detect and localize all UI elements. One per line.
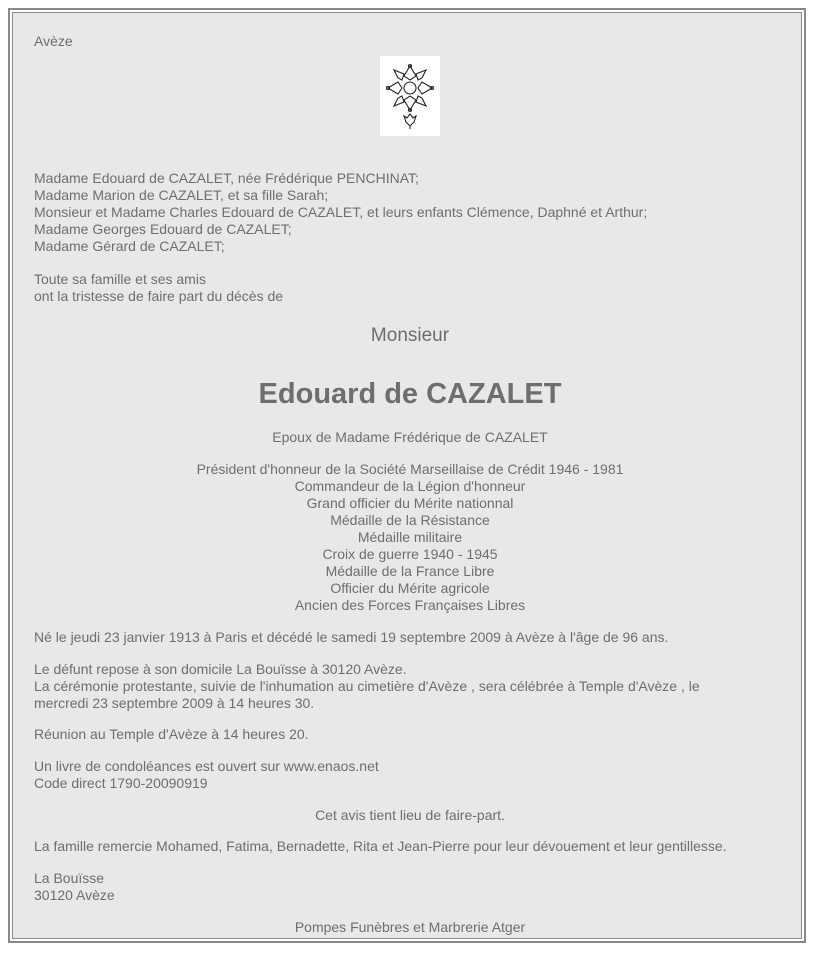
honour-item: Ancien des Forces Françaises Libres: [294, 597, 526, 613]
honour-item: Officier du Mérite agricole: [330, 580, 490, 596]
title-monsieur: Monsieur: [370, 325, 450, 346]
meeting-line: [34, 726, 309, 743]
honour-item: Commandeur de la Légion d'honneur: [294, 478, 526, 494]
honour-item: Grand officier du Mérite nationnal: [306, 495, 514, 511]
honour-item: Croix de guerre 1940 - 1945: [322, 546, 498, 562]
location-header: [34, 33, 73, 50]
address-line: 30120 Avèze: [34, 887, 115, 903]
ceremony-line: La cérémonie protestante, suivie de l'inhumation au cimetière d'Avèze , sera célébrée à Temple d'Avèze , le: [34, 678, 700, 694]
funeral-home: Pompes Funèbres et Marbrerie Atger: [294, 919, 526, 935]
meeting-text: Réunion au Temple d'Avèze à 14 heures 20.: [34, 726, 309, 742]
announcement-line: ont la tristesse de faire part du décès de: [34, 288, 284, 304]
condolences-line: Un livre de condoléances est ouvert sur www.enaos.net: [34, 758, 379, 774]
announcement: [34, 271, 283, 305]
notice-line: Cet avis tient lieu de faire-part.: [315, 807, 505, 823]
spouse-line: Epoux de Madame Frédérique de CAZALET: [272, 429, 548, 445]
honour-item: Président d'honneur de la Société Marseillaise de Crédit 1946 - 1981: [196, 461, 624, 477]
honour-item: Médaille militaire: [357, 529, 463, 545]
location-text: Avèze: [34, 33, 73, 49]
ceremony-line: Le défunt repose à son domicile La Bouïsse à 30120 Avèze.: [34, 661, 407, 677]
thanks-text: La famille remercie Mohamed, Fatima, Bernadette, Rita et Jean-Pierre pour leur dévouement et leur gentillesse.: [34, 838, 727, 854]
honour-item: Médaille de la Résistance: [330, 512, 490, 528]
ceremony-line: mercredi 23 septembre 2009 à 14 heures 30.: [34, 695, 315, 711]
family-member: Madame Edouard de CAZALET, née Frédérique PENCHINAT;: [34, 170, 419, 186]
address-line: La Bouïsse: [34, 870, 105, 886]
condolences: [34, 758, 379, 792]
honour-item: Médaille de la France Libre: [325, 563, 495, 579]
obituary-frame: [8, 8, 806, 943]
family-member: Madame Gérard de CAZALET;: [34, 238, 225, 254]
family-member: Monsieur et Madame Charles Edouard de CAZALET, et leurs enfants Clémence, Daphné et Arthur;: [34, 204, 648, 220]
obituary-panel: [12, 12, 802, 939]
address: [34, 870, 115, 904]
announcement-line: Toute sa famille et ses amis: [34, 271, 206, 287]
huguenot-cross-icon: [380, 56, 440, 136]
thanks-line: [34, 838, 727, 855]
family-member: Madame Georges Edouard de CAZALET;: [34, 221, 292, 237]
family-member: Madame Marion de CAZALET, et sa fille Sarah;: [34, 187, 329, 203]
ceremony-details: [34, 661, 700, 712]
birth-death-text: Né le jeudi 23 janvier 1913 à Paris et décédé le samedi 19 septembre 2009 à Avèze à l'âge de 96 ans.: [34, 629, 669, 645]
birth-death-line: [34, 629, 668, 646]
honours-list: [34, 461, 786, 614]
condolences-code: Code direct 1790-20090919: [34, 775, 208, 791]
family-list: [34, 170, 647, 255]
emblem-wrapper: [34, 56, 786, 136]
deceased-name: Edouard de CAZALET: [258, 378, 562, 410]
